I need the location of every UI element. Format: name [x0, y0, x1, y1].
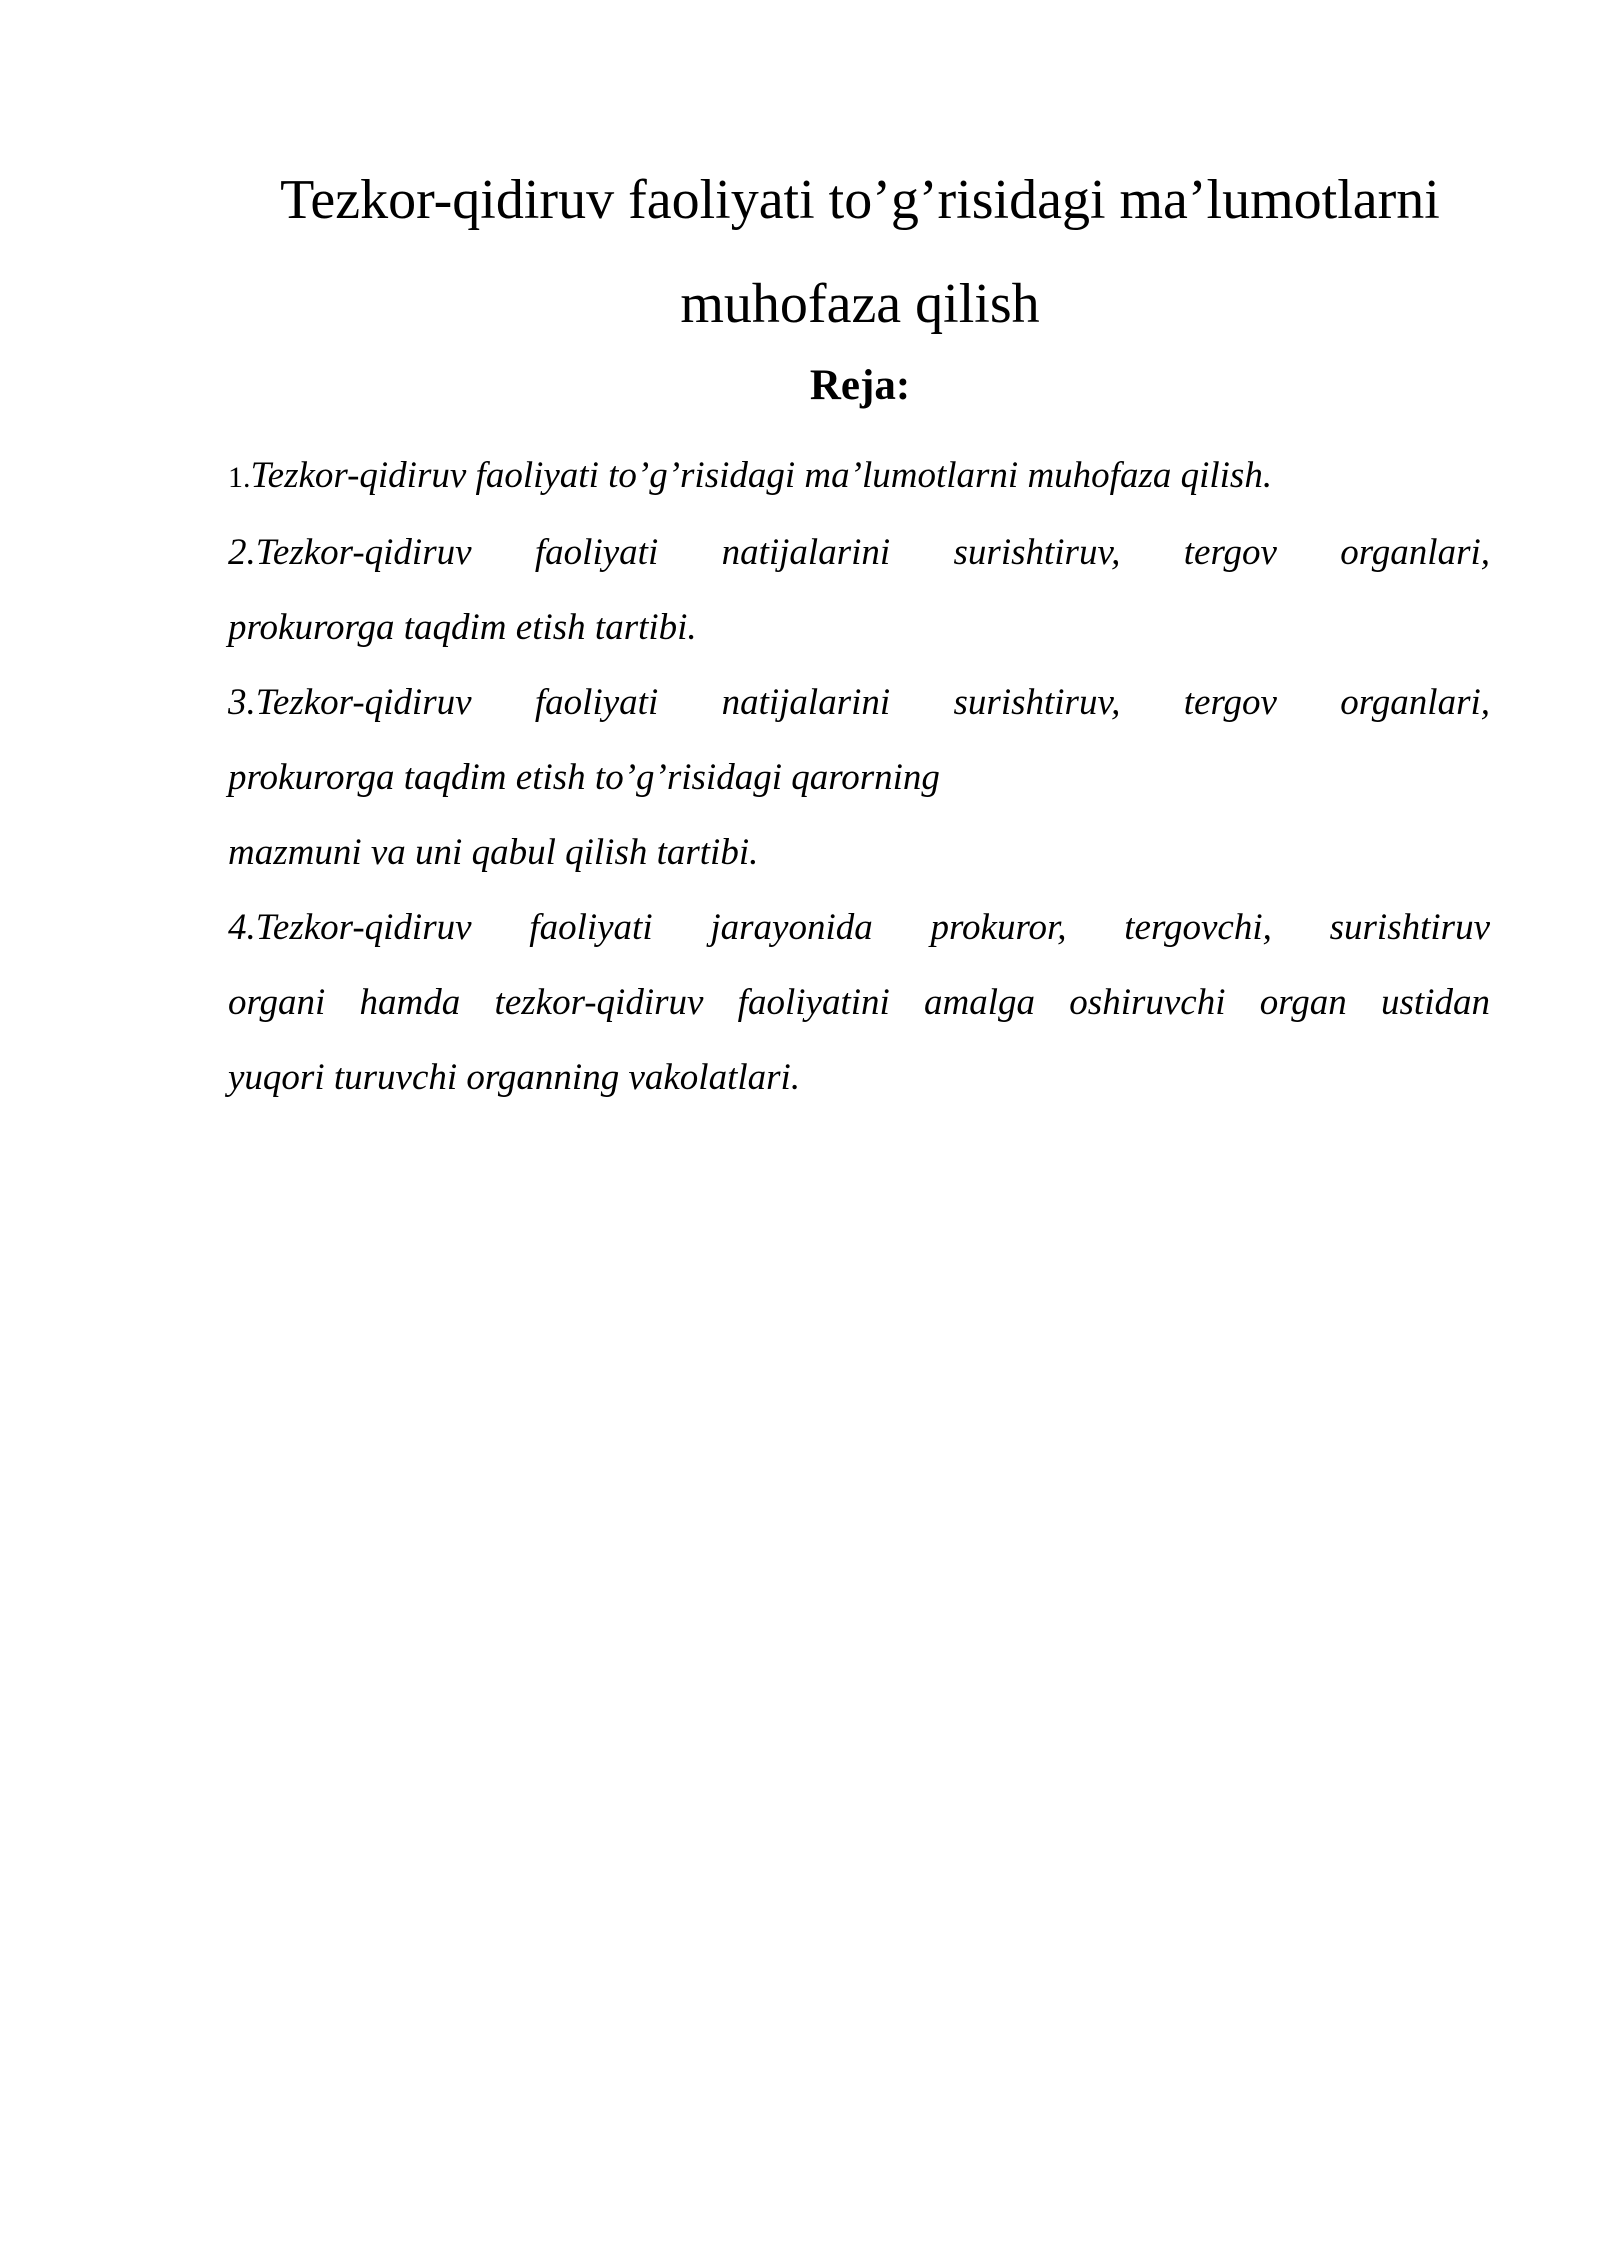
plan-item-text: yuqori turuvchi organning vakolatlari. [228, 1057, 801, 1098]
plan-item-number: 1. [228, 461, 251, 494]
plan-item-text: organi hamda tezkor-qidiruv faoliyatini amalga oshiruvchi organ ustidan [228, 982, 1490, 1023]
plan-item-1 [228, 438, 1490, 515]
plan-heading: Reja: [809, 362, 911, 409]
plan-item-text: Tezkor-qidiruv faoliyati natijalarini surishtiruv, tergov organlari, [255, 682, 1490, 723]
plan-item-number: 2. [228, 532, 256, 573]
plan-item-text: Tezkor-qidiruv faoliyati natijalarini surishtiruv, tergov organlari, [255, 532, 1490, 573]
plan-item-text: Tezkor-qidiruv faoliyati to’g’risidagi ma’lumotlarni muhofaza qilish. [250, 455, 1273, 496]
plan-item-text: prokurorga taqdim etish to’g’risidagi qarorning [228, 757, 940, 798]
plan-item-number: 3. [228, 682, 256, 723]
plan-list [228, 438, 1490, 1115]
plan-item-text: Tezkor-qidiruv faoliyati jarayonida prokuror, tergovchi, surishtiruv [255, 907, 1490, 948]
plan-item-number: 4. [228, 907, 256, 948]
document-title [200, 148, 1520, 356]
title-line-2: muhofaza qilish [680, 273, 1040, 335]
plan-item-4 [228, 890, 1490, 1115]
plan-item-3 [228, 665, 1490, 890]
title-line-1: Tezkor-qidiruv faoliyati to’g’risidagi ma’lumotlarni [280, 169, 1440, 231]
plan-item-text: mazmuni va uni qabul qilish tartibi. [228, 832, 759, 873]
plan-item-2 [228, 515, 1490, 665]
plan-item-text: prokurorga taqdim etish tartibi. [228, 607, 697, 648]
